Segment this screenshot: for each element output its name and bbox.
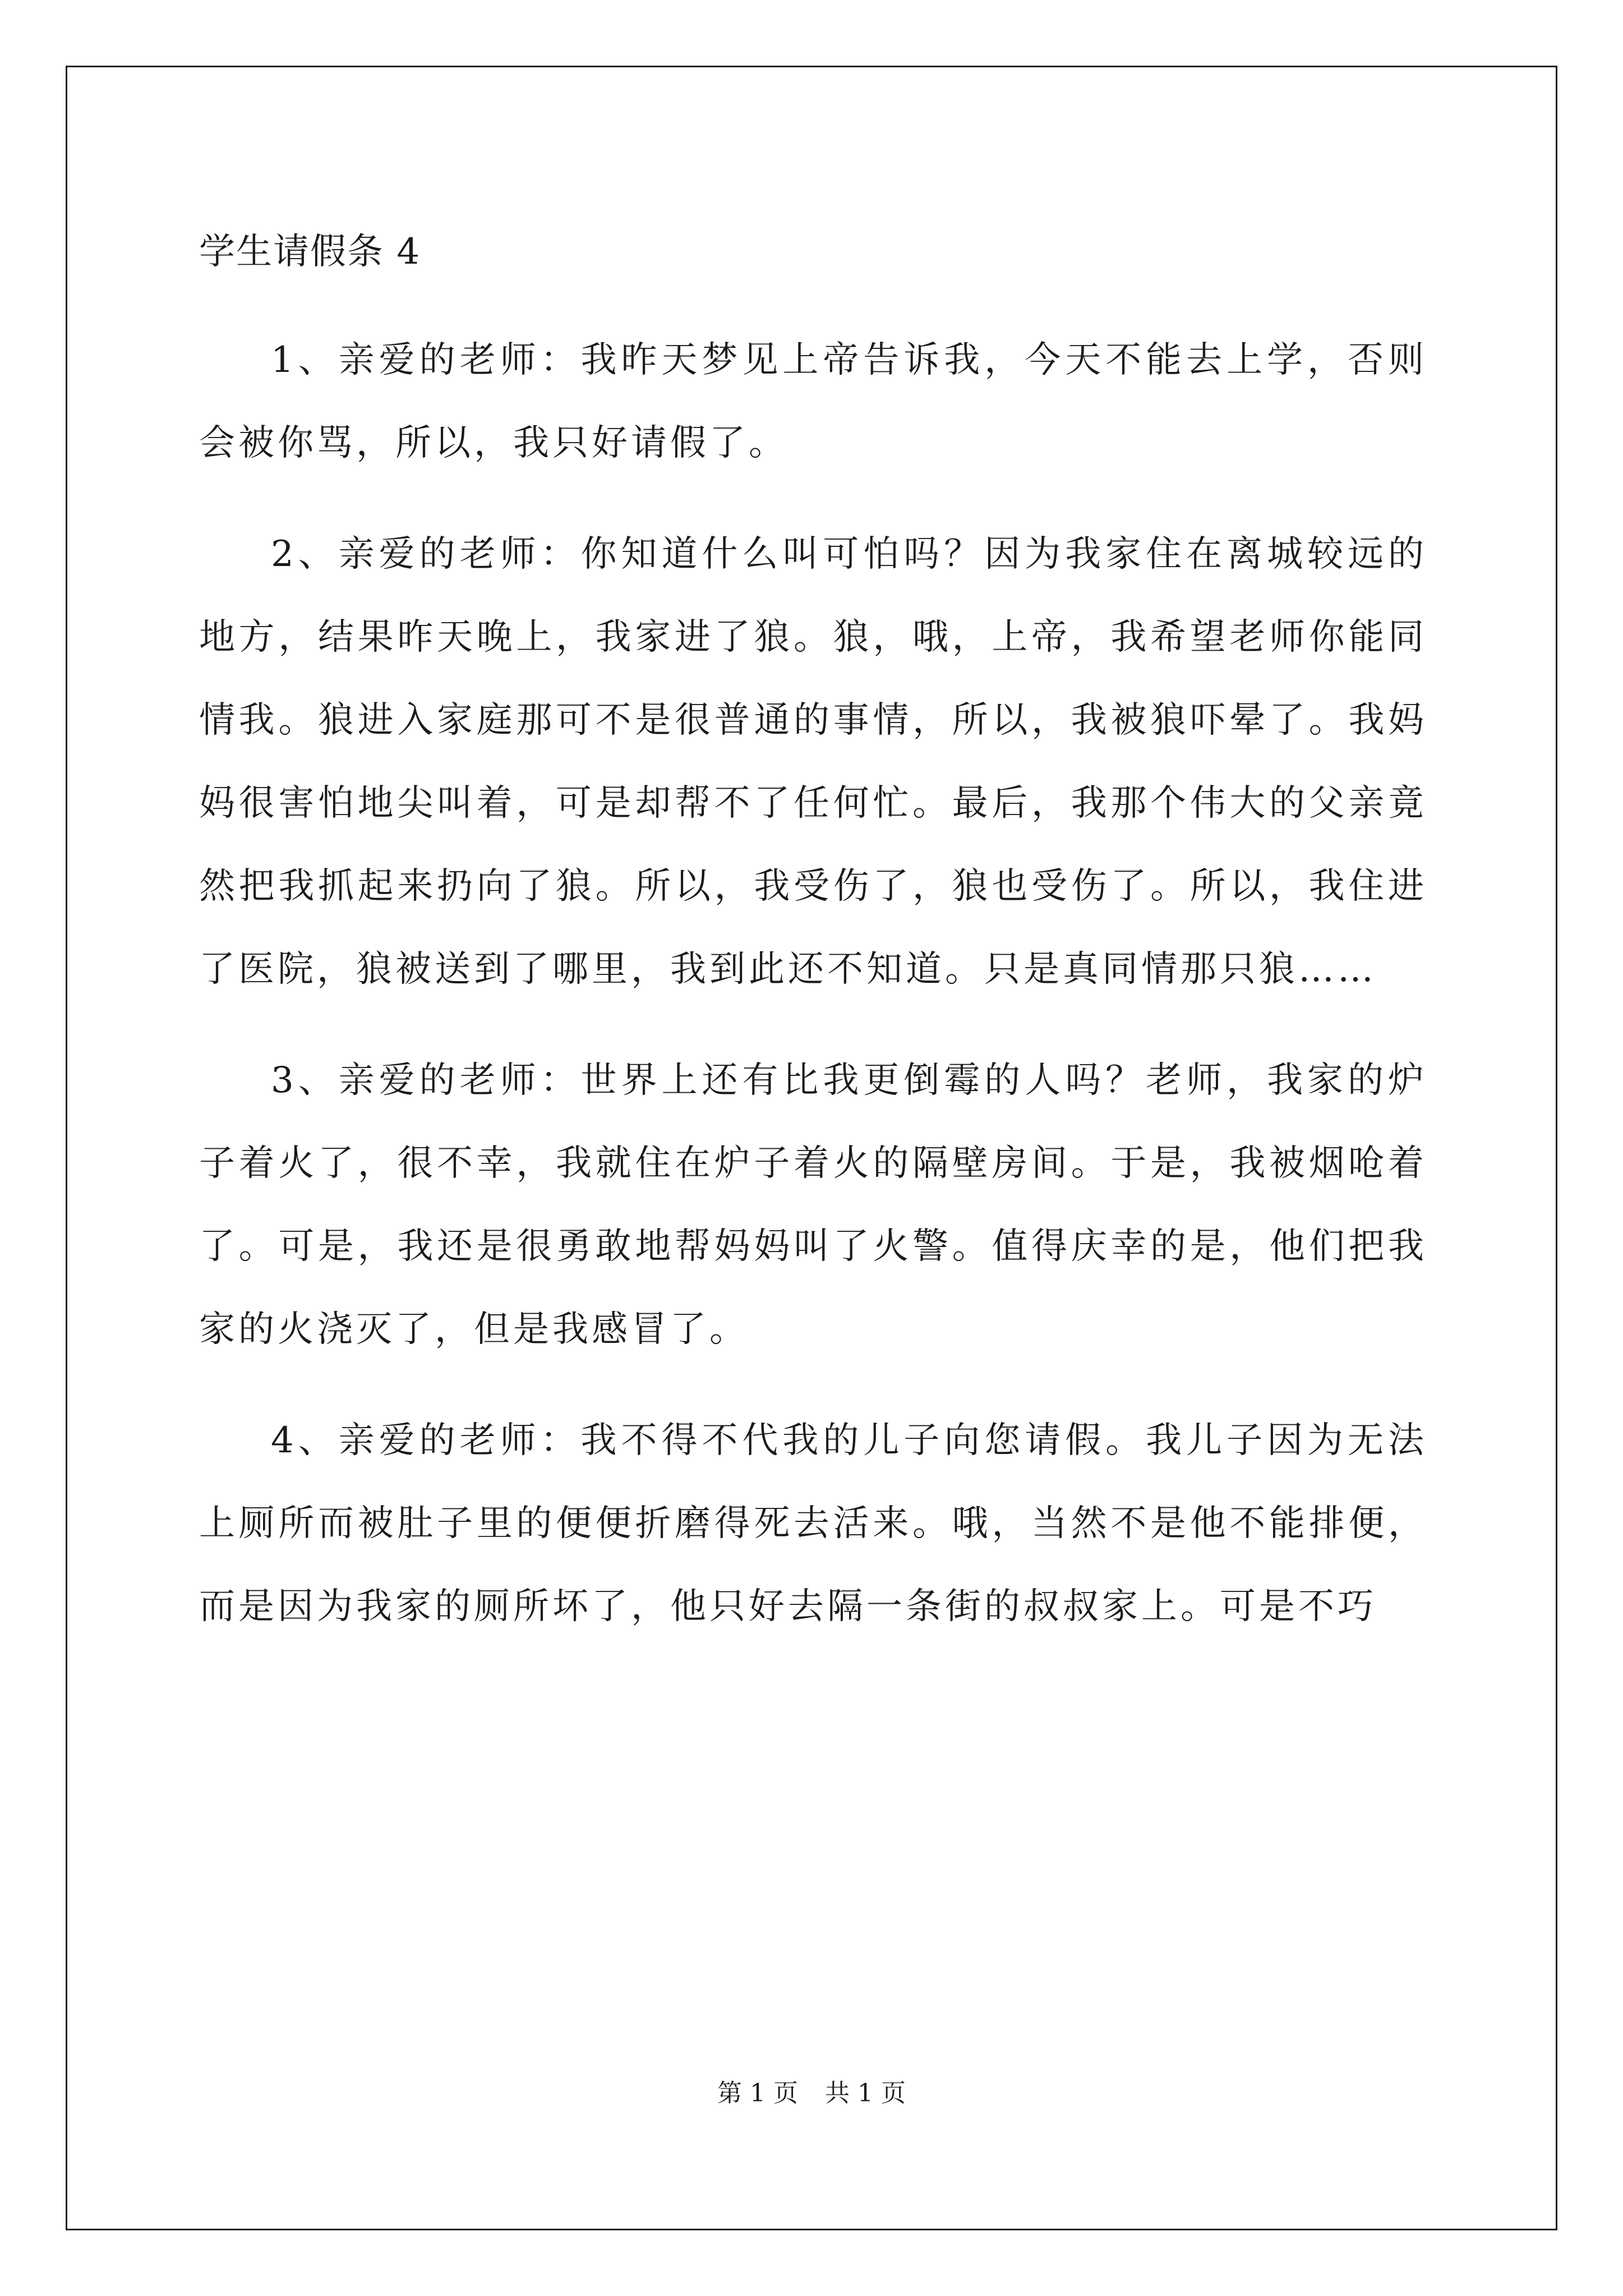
paragraph-3: 3、亲爱的老师：世界上还有比我更倒霉的人吗？老师，我家的炉子着火了，很不幸，我就住在炉子着火的隔壁房间。于是，我被烟呛着了。可是，我还是很勇敢地帮妈妈叫了火警。值得庆幸的是，他们把我家的火浇灭了，但是我感冒了。 [199, 1060, 1427, 1350]
page-number-current: 第 1 页 [717, 2079, 798, 2108]
paragraph-2: 2、亲爱的老师：你知道什么叫可怕吗？因为我家住在离城较远的地方，结果昨天晚上，我家进了狼。狼，哦，上帝，我希望老师你能同情我。狼进入家庭那可不是很普通的事情，所以，我被狼吓晕了。我妈妈很害怕地尖叫着，可是却帮不了任何忙。最后，我那个伟大的父亲竟然把我抓起来扔向了狼。所以，我受伤了，狼也受伤了。所以，我住进了医院，狼被送到了哪里，我到此还不知道。只是真同情那只狼…… [199, 533, 1427, 990]
page-number-total: 共 1 页 [825, 2079, 906, 2108]
paragraph-4: 4、亲爱的老师：我不得不代我的儿子向您请假。我儿子因为无法上厕所而被肚子里的便便折磨得死去活来。哦，当然不是他不能排便，而是因为我家的厕所坏了，他只好去隔一条街的叔叔家上。可是不巧 [199, 1420, 1427, 1627]
page-footer [0, 2077, 1623, 2110]
document-title: 学生请假条 4 [199, 231, 421, 273]
document-body [199, 213, 1427, 1676]
paragraph-1: 1、亲爱的老师：我昨天梦见上帝告诉我，今天不能去上学，否则会被你骂，所以，我只好请假了。 [199, 339, 1427, 464]
